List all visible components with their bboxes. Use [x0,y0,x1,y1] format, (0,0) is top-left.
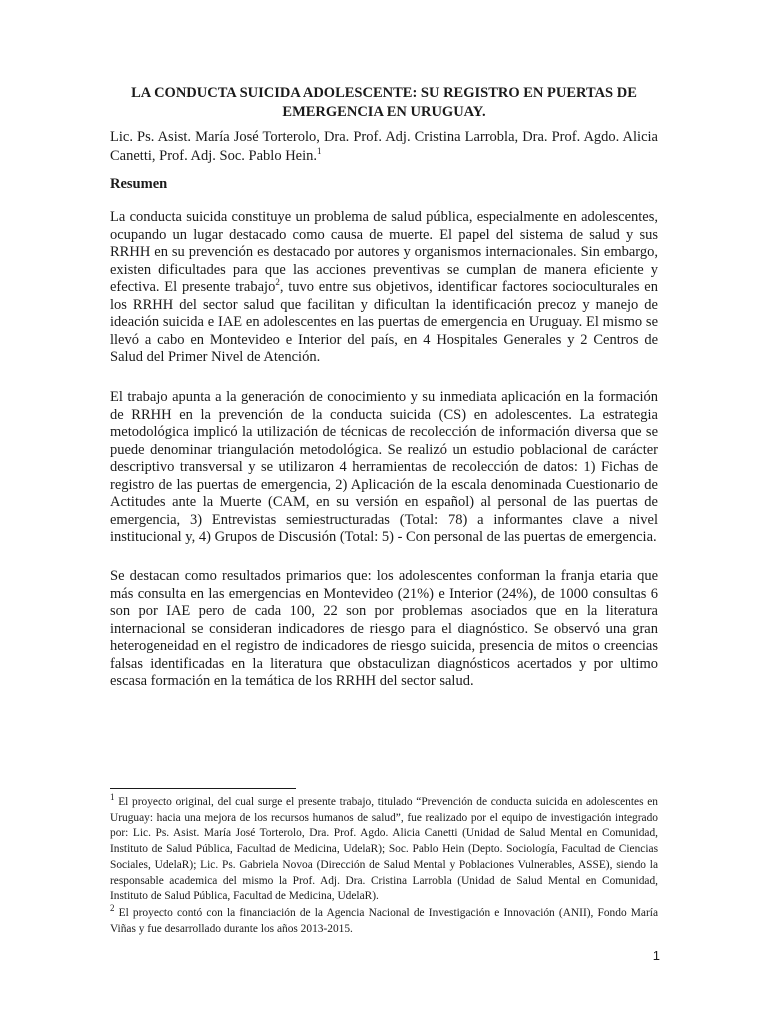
footnote-2-text: El proyecto contó con la financiación de la Agencia Nacional de Investigación e Innovación (ANII), Fondo María Viñas y fue desarrollado durante los años 2013-2015. [110,907,658,935]
author-names: Lic. Ps. Asist. María José Torterolo, Dra. Prof. Adj. Cristina Larrobla, Dra. Prof. Agdo. Alicia Canetti, Prof. Adj. Soc. Pablo Hein. [110,129,658,164]
abstract-paragraph-3: Se destacan como resultados primarios que: los adolescentes conforman la franja etaria que más consulta en las emergencias en Montevideo (21%) e Interior (24%), de 1000 consultas 6 son por IAE pero de cada 100, 22 son por problemas asociados que en la literatura internacional se consideran indicadores de riesgo para el diagnóstico. Se observó una gran heterogeneidad en el registro de indicadores de riesgo suicida, presencia de mitos o creencias falsas identificadas en la literatura que obstaculizan diagnósticos acertados y por ultimo escasa formación en la temática de los RRHH del sector salud. [110,568,658,690]
abstract-paragraph-1-end: , tuvo entre sus objetivos, identificar factores socioculturales en los RRHH del sector salud que facilitan y dificultan la identificación precoz y manejo de ideación suicida e IAE en adolescentes en las puertas de emergencia en Uruguay. El mismo se llevó a cabo en Montevideo e Interior del país, en 4 Hospitales Generales y 2 Centros de Salud del Primer Nivel de Atención. [110,279,658,366]
abstract-paragraph-1-start: La conducta suicida constituye un problema de salud pública, especialmente en adolescentes, ocupando un lugar destacado como causa de muerte. El papel del sistema de salud y sus RRHH en su prevención es destacado por autores y organismos internacionales. Sin embargo, existen dificultades para que las acciones preventivas se cumplan de manera eficiente y efectiva. El presente trabajo [110,209,658,296]
abstract-paragraph-1 [110,209,658,367]
footnote-1 [110,792,658,905]
footnote-1-text: El proyecto original, del cual surge el presente trabajo, titulado “Prevención de conducta suicida en adolescentes en Uruguay: hacia una mejora de los recursos humanos de salud”, fue realizado por el equipo de investigación integrado por: Lic. Ps. Asist. María José Torterolo, Dra. Prof. Agdo. Alicia Canetti (Unidad de Salud Mental en Comunidad, Instituto de Salud Pública, Facultad de Medicina, UdelaR); Soc. Pablo Hein (Depto. Sociología, Facultad de Ciencias Sociales, UdelaR); Lic. Ps. Gabriela Novoa (Dirección de Salud Mental y Poblaciones Vulnerables, ASSE), siendo la responsable academica del mismo la Prof. Adj. Dra. Cristina Larrobla (Unidad de Salud Mental en Comunidad, Instituto de Salud Pública, Facultad de Medicina, UdelaR). [110,796,658,903]
abstract-heading: Resumen [110,176,168,192]
footnote-ref-2: 2 [275,277,280,288]
footnote-ref-1: 1 [317,146,322,157]
footnote-separator [110,788,296,789]
abstract-paragraph-2: El trabajo apunta a la generación de conocimiento y su inmediata aplicación en la formación de RRHH en la prevención de la conducta suicida (CS) en adolescentes. La estrategia metodológica implicó la utilización de técnicas de recolección de información diversa que se puede denominar triangulación metodológica. Se realizó un estudio poblacional de carácter descriptivo transversal y se utilizaron 4 herramientas de recolección de datos: 1) Fichas de registro de las puertas de emergencia, 2) Aplicación de la escala denominada Cuestionario de Actitudes ante la Muerte (CAM, en su versión en español) al personal de las puertas de emergencia, 3) Entrevistas semiestructuradas (Total: 78) a informantes clave a nivel institucional y, 4) Grupos de Discusión (Total: 5) - Con personal de las puertas de emergencia. [110,389,658,546]
footnote-2 [110,903,658,937]
footnote-2-marker: 2 [110,903,115,914]
author-list [110,128,658,166]
document-title: LA CONDUCTA SUICIDA ADOLESCENTE: SU REGISTRO EN PUERTAS DE EMERGENCIA EN URUGUAY. [131,85,637,120]
page-number: 1 [652,948,660,963]
footnote-1-marker: 1 [110,792,115,803]
